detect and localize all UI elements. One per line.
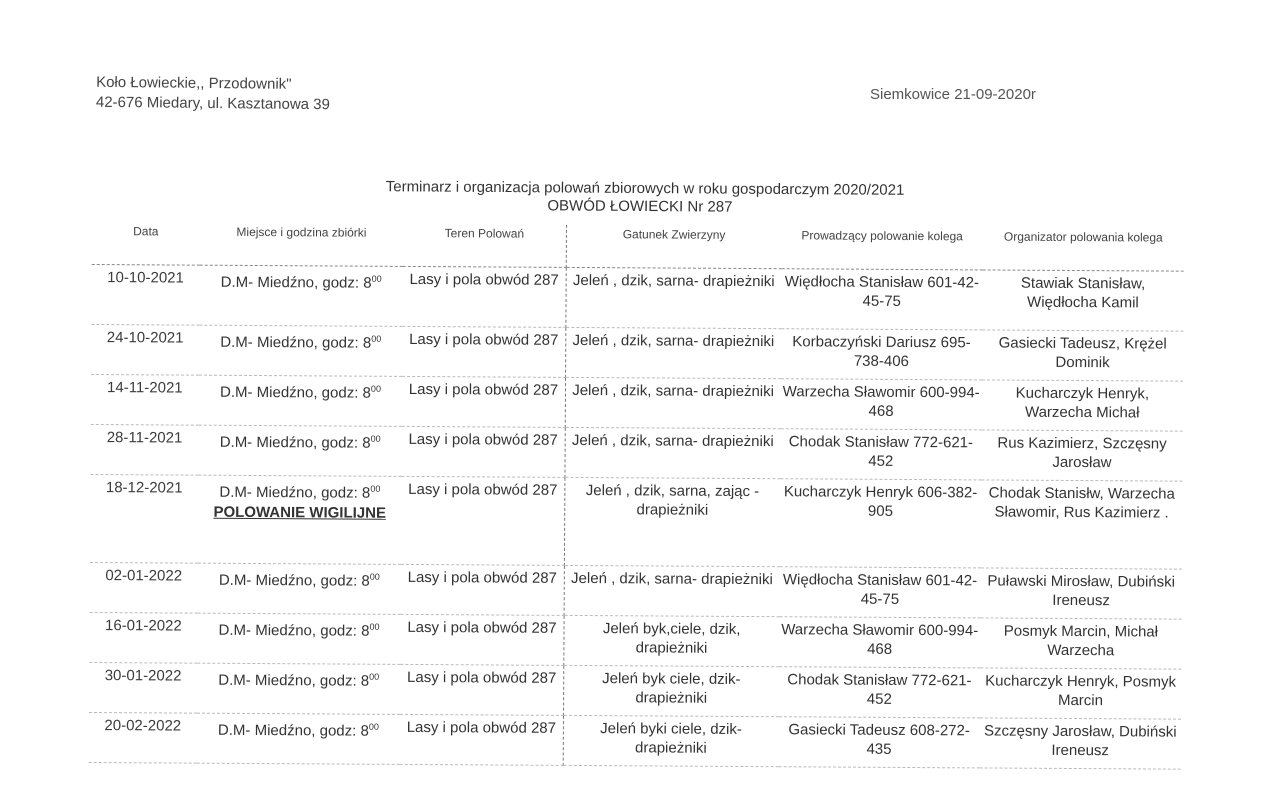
table-row [90, 424, 1182, 481]
cell-place [198, 425, 402, 476]
cell-date: 16-01-2022 [89, 612, 197, 663]
cell-date: 14-11-2021 [91, 374, 199, 425]
cell-organizer: Kucharczyk Henryk, Posmyk Marcin [980, 668, 1182, 719]
org-name: Koło Łowieckie,, Przodownik" [96, 73, 292, 93]
cell-species: Jeleń , dzik, sarna- drapieżniki [564, 565, 780, 616]
cell-date: 30-01-2022 [89, 662, 197, 713]
time-sup: 00 [370, 433, 381, 444]
table-row [89, 662, 1181, 719]
place-text: D.M- Miedźno, godz: 8 [220, 273, 372, 292]
document-title [0, 176, 1280, 221]
time-sup: 00 [369, 671, 380, 682]
time-sup: 00 [371, 333, 382, 344]
cell-organizer: Kucharczyk Henryk, Warzecha Michał [982, 380, 1184, 431]
cell-place [198, 475, 402, 564]
place-text: D.M- Miedźno, godz: 8 [219, 483, 371, 502]
table-header-row [92, 222, 1184, 271]
title-line-1: Terminarz i organizacja polowań zbiorowych w roku gospodarczym 2020/2021 [385, 178, 905, 199]
table-row [91, 264, 1183, 331]
place-date: Siemkowice 21-09-2020r [870, 86, 1036, 103]
cell-place [196, 713, 400, 764]
cell-leader: Warzecha Sławomir 600-994-468 [779, 617, 980, 668]
col-header-date: Data [92, 222, 200, 265]
cell-leader: Gasiecki Tadeusz 608-272-435 [778, 717, 979, 768]
cell-leader: Kucharczyk Henryk 606-382-905 [780, 479, 982, 568]
time-sup: 00 [371, 273, 382, 284]
time-sup: 00 [368, 721, 379, 732]
cell-date: 28-11-2021 [90, 424, 198, 475]
cell-place [197, 613, 401, 664]
cell-species: Jeleń byki ciele, dzik- drapieżniki [563, 715, 779, 766]
table-row [91, 374, 1183, 431]
cell-date: 20-02-2022 [89, 712, 197, 763]
place-text: D.M- Miedźno, godz: 8 [220, 333, 372, 352]
time-sup: 00 [369, 571, 380, 582]
cell-date: 02-01-2022 [90, 562, 198, 613]
cell-leader: Warzecha Sławomir 600-994-468 [780, 379, 981, 430]
cell-place [199, 265, 403, 326]
title-line-2: OBWÓD ŁOWIECKI Nr 287 [547, 197, 733, 216]
cell-species: Jeleń , dzik, sarna- drapieżniki [565, 327, 781, 378]
cell-place [199, 375, 403, 426]
place-text: D.M- Miedźno, godz: 8 [218, 671, 370, 690]
christmas-hunt-note: POLOWANIE WIGILIJNE [213, 503, 387, 522]
table-row [89, 712, 1181, 769]
place-text: D.M- Miedźno, godz: 8 [218, 621, 370, 640]
cell-area: Lasy i pola obwód 287 [402, 376, 565, 427]
cell-organizer: Stawiak Stanisław, Więdłocha Kamil [982, 270, 1184, 331]
col-header-leader: Prowadzący polowanie kolega [781, 226, 982, 270]
cell-area: Lasy i pola obwód 287 [400, 664, 563, 715]
cell-place [197, 563, 401, 614]
time-sup: 00 [370, 383, 382, 394]
cell-area: Lasy i pola obwód 287 [403, 266, 566, 327]
cell-leader: Korbaczyński Dariusz 695-738-406 [781, 329, 982, 380]
cell-species: Jeleń , dzik, sarna- drapieżniki [565, 377, 781, 428]
cell-organizer: Gasiecki Tadeusz, Krężel Dominik [982, 330, 1184, 381]
col-header-place: Miejsce i godzina zbiórki [199, 223, 403, 267]
org-header [96, 73, 330, 115]
cell-organizer: Posmyk Marcin, Michał Warzecha [980, 618, 1182, 669]
org-address: 42-676 Miedary, ul. Kasztanowa 39 [95, 93, 331, 114]
hunt-schedule-table [89, 222, 1184, 770]
cell-place [197, 663, 401, 714]
time-sup: 00 [370, 483, 381, 494]
cell-date: 10-10-2021 [91, 264, 199, 325]
cell-area: Lasy i pola obwód 287 [401, 564, 564, 615]
table-row [91, 324, 1183, 381]
cell-species: Jeleń , dzik, sarna- drapieżniki [565, 427, 781, 478]
cell-date: 18-12-2021 [90, 474, 198, 563]
place-text: D.M- Miedźno, godz: 8 [217, 721, 369, 740]
col-header-organizer: Organizator polowania kolega [983, 227, 1184, 271]
cell-organizer: Chodak Stanisłw, Warzecha Sławomir, Rus Kazimierz . [981, 480, 1183, 569]
cell-area: Lasy i pola obwód 287 [400, 714, 563, 765]
place-text: D.M- Miedźno, godz: 8 [218, 571, 370, 590]
cell-area: Lasy i pola obwód 287 [401, 614, 564, 665]
cell-area: Lasy i pola obwód 287 [402, 426, 565, 477]
table-row [89, 612, 1181, 669]
cell-leader: Chodak Stanisław 772-621-452 [780, 429, 981, 480]
col-header-species: Gatunek Zwierzyny [566, 225, 782, 269]
cell-leader: Więdłocha Stanisław 601-42-45-75 [779, 567, 980, 618]
cell-organizer: Rus Kazimierz, Szczęsny Jarosław [981, 430, 1183, 481]
cell-date: 24-10-2021 [91, 324, 199, 375]
cell-organizer: Puławski Mirosław, Dubiński Ireneusz [980, 568, 1182, 619]
cell-species: Jeleń byk ciele, dzik- drapieżniki [563, 665, 779, 716]
cell-leader: Więdłocha Stanisław 601-42-45-75 [781, 269, 983, 330]
cell-species: Jeleń , dzik, sarna- drapieżniki [565, 267, 781, 328]
table-row [90, 474, 1183, 569]
place-text: D.M- Miedźno, godz: 8 [219, 433, 371, 452]
cell-place [199, 325, 403, 376]
cell-area: Lasy i pola obwód 287 [402, 326, 565, 377]
cell-species: Jeleń byk,ciele, dzik, drapieżniki [563, 615, 779, 666]
table-row [90, 562, 1182, 619]
cell-species: Jeleń , dzik, sarna, zając - drapieżniki [564, 477, 780, 566]
cell-organizer: Szczęsny Jarosław, Dubiński Ireneusz [979, 718, 1181, 769]
cell-leader: Chodak Stanisław 772-621-452 [779, 667, 980, 718]
col-header-area: Teren Polowań [403, 224, 566, 267]
time-sup: 00 [369, 621, 380, 632]
place-text: D.M- Miedźno, godz: 8 [219, 383, 371, 402]
cell-area: Lasy i pola obwód 287 [401, 476, 564, 565]
